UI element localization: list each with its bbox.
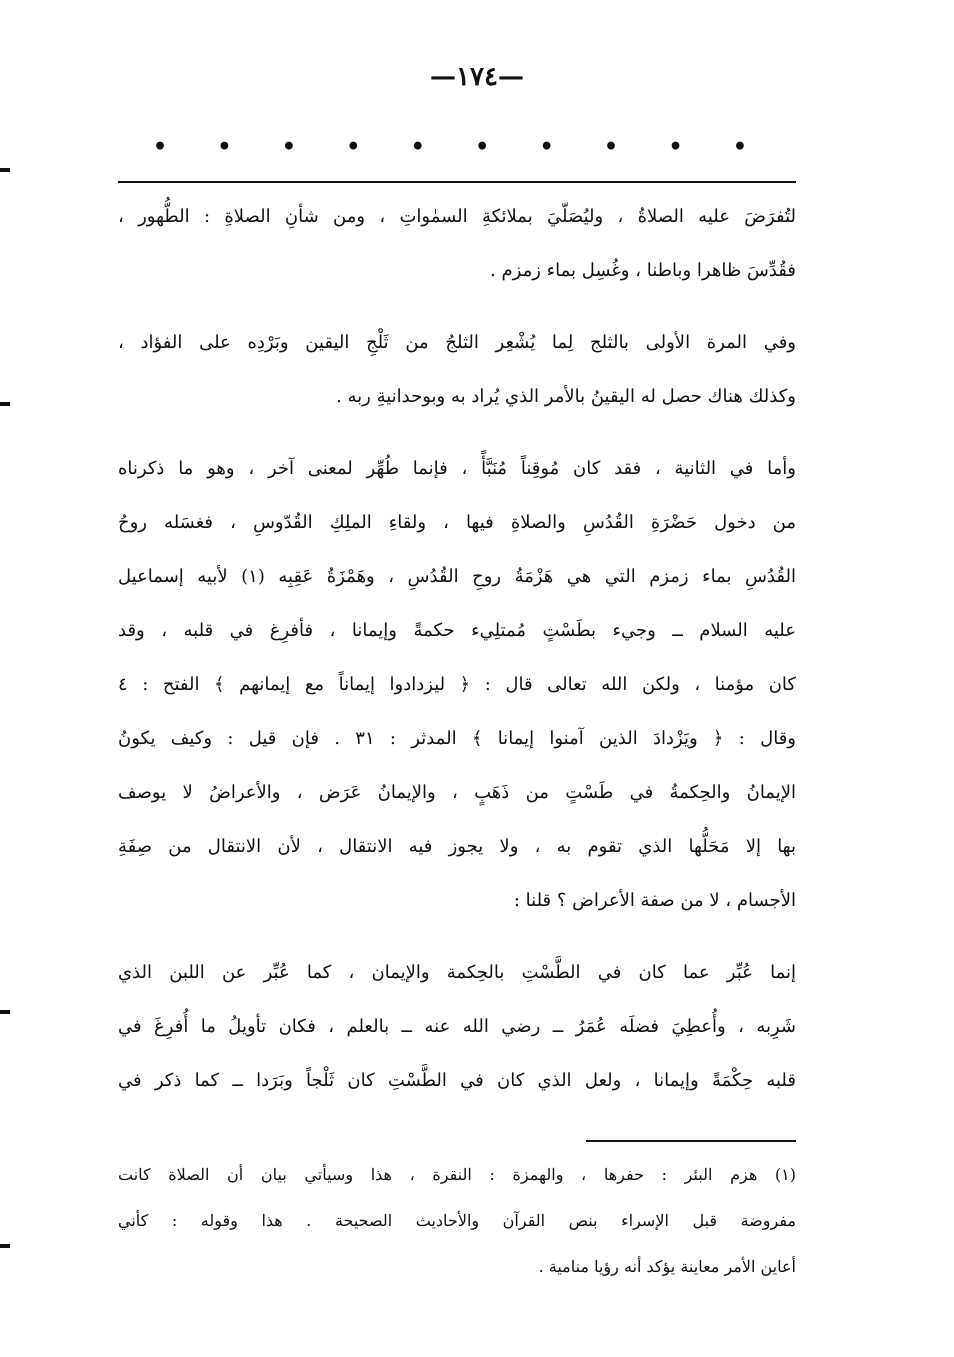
text-line: لتُفرَضَ عليه الصلاةُ ، وليُصَلّيَ بملائكةِ السمٰواتِ ، ومن شأنِ الصلاةِ : الطُّهور ، — [118, 206, 796, 227]
separator-dot: • — [604, 134, 619, 160]
separator-dots — [150, 132, 750, 162]
text-line: عليه السلام ــ وجيء بطَسْتٍ مُمتلِيء حكمةً وإيمانا ، فأفرِغ في قلبه ، وقد — [118, 620, 796, 641]
text-line: من دخول حَضْرَةِ القُدُسِ والصلاةِ فيها ، ولقاءِ الملِكِ القُدّوسِ ، فغسَله روحُ — [118, 512, 796, 533]
paragraph-1 — [118, 190, 796, 298]
text-line: شَرِبه ، وأُعطِيَ فضلَه عُمَرُ ــ رضي الله عنه ــ بالعلم ، فكان تأويلُ ما أُفرِغَ في — [118, 1016, 796, 1037]
paragraph-3 — [118, 442, 796, 928]
paragraph-2 — [118, 316, 796, 424]
text-line: القُدُسِ بماء زمزم التي هي هَزْمَةُ روحِ القُدُسِ ، وهَمْزَةُ عَقِبِه (١) لأبيه إسماعيل — [118, 566, 796, 587]
text-line: الأجسام ، لا من صفة الأعراض ؟ قلنا : — [513, 890, 796, 911]
separator-dot: • — [217, 134, 232, 160]
separator-dot: • — [539, 134, 554, 160]
text-line: كان مؤمنا ، ولكن الله تعالى قال : ﴿ ليزدادوا إيماناً مع إيمانهم ﴾ الفتح : ٤ — [118, 674, 796, 695]
header-rule — [118, 181, 796, 183]
paragraph-4 — [118, 946, 796, 1108]
margin-mark — [0, 168, 10, 172]
separator-dot: • — [668, 134, 683, 160]
separator-dot: • — [281, 134, 296, 160]
page-number: —١٧٤— — [430, 62, 524, 92]
footnote-rule — [586, 1140, 796, 1142]
margin-mark — [0, 1244, 10, 1248]
text-line: وقال : ﴿ ويَزْدادَ الذين آمنوا إيمانا ﴾ المدثر : ٣١ . فإن قيل : وكيف يكونُ — [118, 728, 796, 749]
text-line: قلبه حِكْمَةً وإيمانا ، ولعل الذي كان في الطَّسْتِ كان ثَلْجاً وبَرَدا ــ كما ذكر في — [118, 1070, 796, 1091]
separator-dot: • — [410, 134, 425, 160]
separator-dot: • — [346, 134, 361, 160]
text-line: وكذلك هناك حصل له اليقينُ بالأمر الذي يُراد به وبوحدانيةِ ربه . — [336, 386, 796, 407]
separator-dot: • — [732, 134, 747, 160]
body-text — [118, 190, 796, 1108]
footnote-line: (١) هزم البئر : حفرها ، والهمزة : النقرة ، هذا وسيأتي بيان أن الصلاة كانت — [118, 1165, 796, 1184]
text-line: وفي المرة الأولى بالثلج لِما يُشْعِر الثلجُ من ثَلْجِ اليقين وبَرْدِه على الفؤاد ، — [118, 332, 796, 353]
text-line: إنما عُبِّر عما كان في الطَّسْتِ بالحِكمة والإيمان ، كما عُبِّر عن اللبن الذي — [118, 962, 796, 983]
margin-mark — [0, 402, 10, 406]
separator-dot: • — [475, 134, 490, 160]
text-line: بها إلا مَحَلُّها الذي تقوم به ، ولا يجوز فيه الانتقال ، لأن الانتقال من صِفَةِ — [118, 836, 796, 857]
text-line: فقُدِّسَ ظاهرا وباطنا ، وغُسِل بماء زمزم . — [490, 260, 796, 281]
text-line: الإيمانُ والحِكمةُ في طَسْتٍ من ذَهَبٍ ، والإيمانُ عَرَض ، والأعراضُ لا يوصف — [118, 782, 796, 803]
margin-mark — [0, 1010, 10, 1014]
footnote-line: أعاين الأمر معاينة يؤكد أنه رؤيا منامية . — [538, 1257, 796, 1276]
separator-dot: • — [152, 134, 168, 160]
footnote-line: مفروضة قبل الإسراء بنص القرآن والأحاديث الصحيحة . هذا وقوله : كأني — [118, 1211, 796, 1230]
footnotes — [118, 1152, 796, 1290]
text-line: وأما في الثانية ، فقد كان مُوقِناً مُنَبَّأً ، فإنما طُهِّر لمعنى آخر ، وهو ما ذكرناه — [118, 458, 796, 479]
